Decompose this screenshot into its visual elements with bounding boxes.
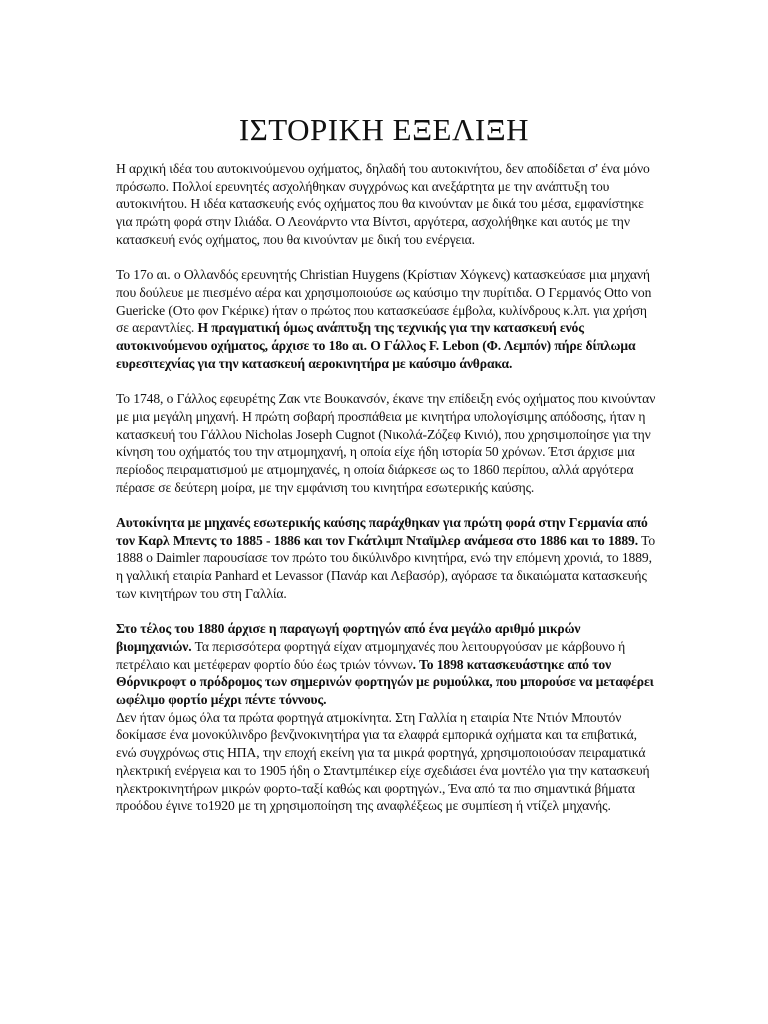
paragraph-trucks-bold-2: . Το 1898 κατασκευάστηκε από τον Θόρνικροφτ ο πρόδρομος των σημερινών φορτηγών με ρυμούλκα, που μπορούσε να μεταφέρει ωφέλιμο φορτίο μέχρι πέντε τόννους. xyxy=(116,656,654,708)
paragraph-internal-combustion-bold: Αυτοκίνητα με μηχανές εσωτερικής καύσης παράχθηκαν για πρώτη φορά στην Γερμανία από τον Καρλ Μπεντς το 1885 - 1886 και τον Γκάτλιμπ Νταϊμλερ ανάμεσα στο 1886 και το 1889. xyxy=(116,515,648,548)
paragraph-internal-combustion-text: Το 1888 ο Daimler παρουσίασε τον πρώτο του δικύλινδρο κινητήρα, ενώ την επόμενη χρονιά, το 1889, η γαλλική εταιρία Panhard et Levassor (Πανάρ και Λεβασόρ), αγόρασε τα δικαιώματα κατασκευής των κινητήρων του στη Γαλλία. xyxy=(116,532,656,601)
paragraph-trucks-text: Τα περισσότερα φορτηγά είχαν ατμομηχανές που λειτουργούσαν με κάρβουνο ή πετρέλαιο και μετέφεραν φορτίο δύο έως τριών τόννων xyxy=(116,638,626,672)
paragraph-non-steam-trucks: Δεν ήταν όμως όλα τα πρώτα φορτηγά ατμοκίνητα. Στη Γαλλία η εταιρία Ντε Ντιόν Μπουτόν δοκίμασε ένα μονοκύλινδρο βενζινοκινητήρα για τα ελαφρά εμπορικά οχήματα και τα επιβατικά, ενώ συγχρόνως στις ΗΠΑ, την εποχή εκείνη για τα μικρά φορτηγά, χρησιμοποιούσαν πειραματικά ηλεκτρική ενέργεια και το 1905 ήδη ο Σταντμπέικερ είχε σχεδιάσει ένα μοντέλο για την κατασκευή ηλεκτροκινητήρων μικρών φορτο-ταξί καθώς και φορτηγών., Ένα από τα πιο σημαντικά βήματα προόδου έγινε το1920 με τη χρησιμοποίηση της αναφλέξεως με συμπίεση ή ντίζελ μηχανής. xyxy=(116,709,650,814)
paragraph-trucks-bold-1: Στο τέλος του 1880 άρχισε η παραγωγή φορτηγών από ένα μεγάλο αριθμό μικρών βιομηχανιών. xyxy=(116,621,581,654)
document-body xyxy=(116,160,656,815)
page-title: ΙΣΤΟΡΙΚΗ ΕΞΕΛΙΞΗ xyxy=(238,112,530,147)
paragraph-internal-combustion xyxy=(116,514,656,603)
paragraph-17th-century xyxy=(116,266,656,372)
paragraph-17th-century-bold: Η πραγματική όμως ανάπτυξη της τεχνικής για την κατασκευή ενός αυτοκινούμενου οχήματος, άρχισε το 18ο αι. Ο Γάλλος F. Lebon (Φ. Λεμπόν) πήρε δίπλωμα ευρεσιτεχνίας για την κατασκευή αεροκινητήρα με καύσιμο άνθρακα. xyxy=(116,320,636,371)
paragraph-origins: Η αρχική ιδέα του αυτοκινούμενου οχήματος, δηλαδή του αυτοκινήτου, δεν αποδίδεται σ' ένα μόνο πρόσωπο. Πολλοί ερευνητές ασχολήθηκαν συγχρόνως και ανεξάρτητα με την ανάπτυξη του αυτοκινήτου. Η ιδέα κατασκευής ενός οχήματος που θα κινούνταν με δικά του μέσα, εμφανίστηκε για πρώτη φορά στην Ιλιάδα. Ο Λεονάρντο ντα Βίντσι, αργότερα, ασχολήθηκε και αυτός με την κατασκευή ενός οχήματος, που θα κινούνταν με δική του ενέργεια. xyxy=(116,161,650,247)
paragraph-trucks xyxy=(116,620,656,709)
paragraph-17th-century-text: Το 17ο αι. ο Ολλανδός ερευνητής Christian Huygens (Κρίστιαν Χόγκενς) κατασκεύασε μια μηχανή που δούλευε με πιεσμένο αέρα και χρησιμοποιούσε ως καύσιμο την πυρίτιδα. Ο Γερμανός Otto von Guericke (Οτο φον Γκέρικε) ήταν ο πρώτος που κατασκεύασε έμβολα, κυλίνδρους κ.λπ. για χρήση σε αεραντλίες. xyxy=(116,267,652,336)
paragraph-1748: Το 1748, ο Γάλλος εφευρέτης Ζακ ντε Βουκανσόν, έκανε την επίδειξη ενός οχήματος που κινούνταν με μια μεγάλη μηχανή. Η πρώτη σοβαρή προσπάθεια με κινητήρα υπολογίσιμης απόδοσης, ήταν η κατασκευή του Γάλλου Nicholas Joseph Cugnot (Νικολά-Ζόζεφ Κινιό), που χρησιμοποίησε για την κίνηση του οχήματός του την ατμομηχανή, η οποία είχε ήδη ιστορία 50 χρόνων. Έτσι άρχισε μια περίοδος πειραματισμού με ατμομηχανές, η οποία διάρκεσε ως το 1860 περίπου, αλλά αργότερα πέρασε σε δεύτερη μοίρα, με την εμφάνιση του κινητήρα εσωτερικής καύσης. xyxy=(116,391,656,495)
